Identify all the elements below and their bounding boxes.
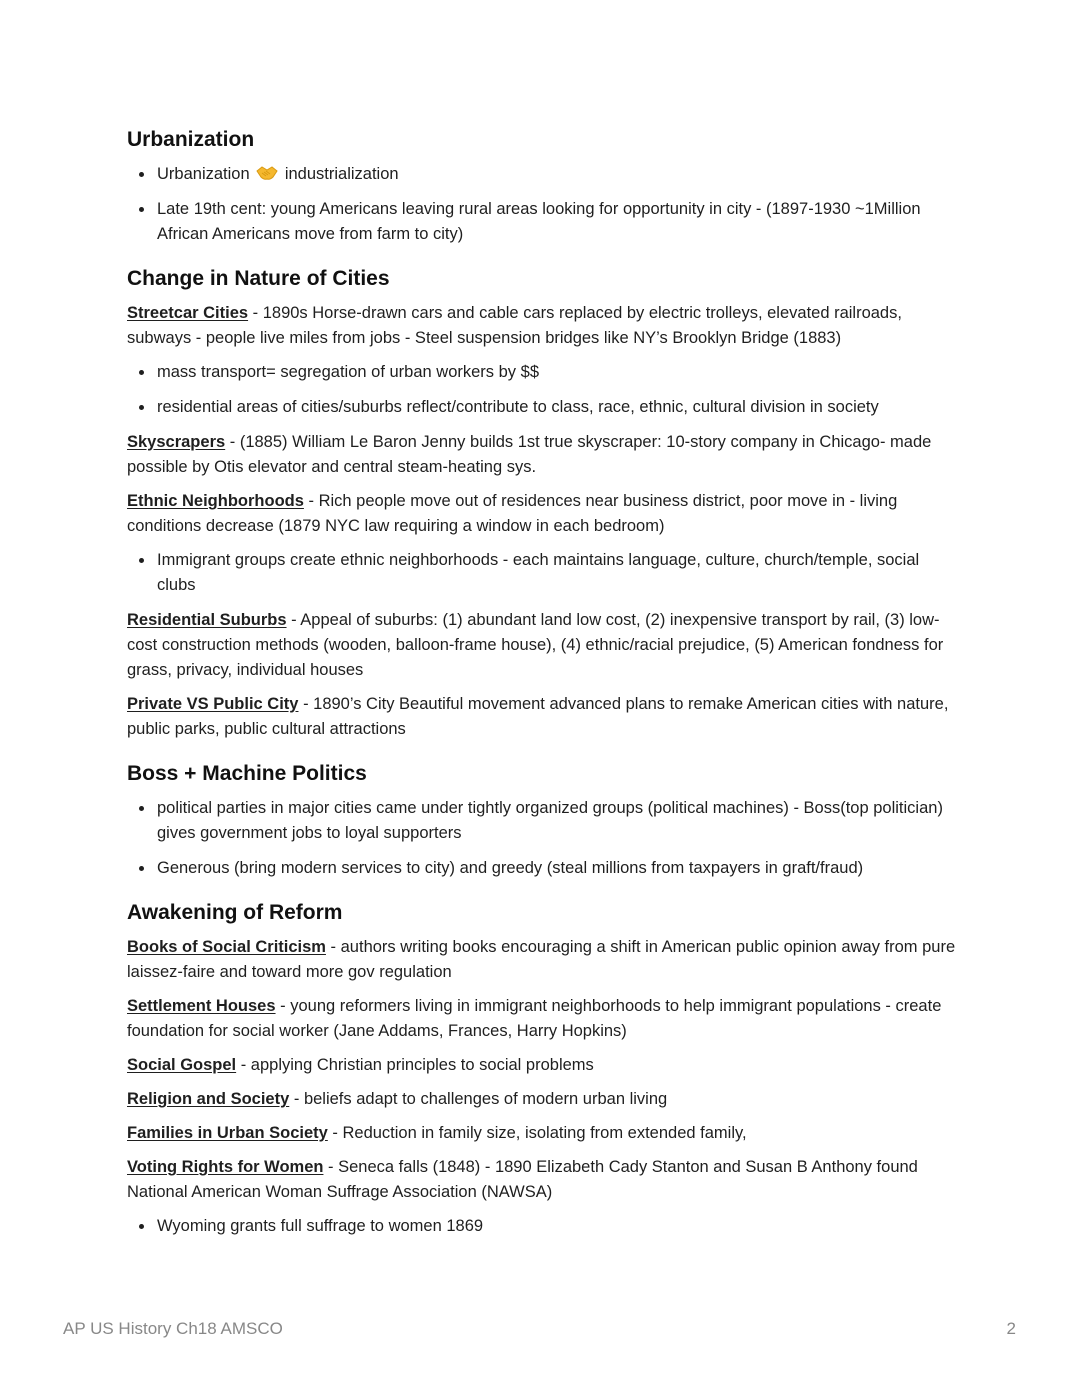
term-religion-and-society: Religion and Society (127, 1090, 290, 1108)
urbanization-list (127, 162, 957, 247)
term-ethnic-neighborhoods: Ethnic Neighborhoods (127, 492, 304, 510)
term-voting-rights-for-women: Voting Rights for Women (127, 1158, 324, 1176)
list-item: mass transport= segregation of urban workers by $$ (157, 360, 957, 385)
footer-title: AP US History Ch18 AMSCO (63, 1319, 283, 1338)
paragraph-residential-suburbs: Residential Suburbs - Appeal of suburbs: (1) abundant land low cost, (2) inexpensive transport by rail, (3) low-cost construction methods (wooden, balloon-frame house), (4) ethnic/racial prejudice, (5) American fondness for grass, privacy, individual houses (127, 611, 944, 679)
term-residential-suburbs: Residential Suburbs (127, 611, 287, 629)
list-item: Late 19th cent: young Americans leaving rural areas looking for opportunity in city - (1897-1930 ~1Million African Americans move from farm to city) (157, 197, 957, 247)
paragraph-ethnic-neighborhoods: Ethnic Neighborhoods - Rich people move out of residences near business district, poor move in - living conditions decrease (1879 NYC law requiring a window in each bedroom) (127, 492, 898, 535)
term-social-gospel: Social Gospel (127, 1056, 237, 1074)
term-books-of-social-criticism: Books of Social Criticism (127, 938, 326, 956)
term-skyscrapers: Skyscrapers (127, 433, 226, 451)
term-private-vs-public-city: Private VS Public City (127, 695, 299, 713)
list-item: political parties in major cities came under tightly organized groups (political machines) - Boss(top politician) gives government jobs to loyal supporters (157, 796, 957, 846)
paragraph-religion-and-society: Religion and Society - beliefs adapt to challenges of modern urban living (127, 1090, 668, 1108)
paragraph-social-gospel: Social Gospel - applying Christian principles to social problems (127, 1056, 594, 1074)
paragraph-families-in-urban-society: Families in Urban Society - Reduction in family size, isolating from extended family, (127, 1124, 747, 1142)
list-item: Urbanization industrialization (157, 162, 957, 187)
heading-change-in-nature-of-cities: Change in Nature of Cities (127, 267, 390, 290)
handshake-icon (256, 165, 278, 181)
paragraph-voting-rights-for-women: Voting Rights for Women - Seneca falls (1848) - 1890 Elizabeth Cady Stanton and Susan B Anthony found National American Woman Suffrage Association (NAWSA) (127, 1158, 918, 1201)
term-families-in-urban-society: Families in Urban Society (127, 1124, 328, 1142)
list-item: residential areas of cities/suburbs reflect/contribute to class, race, ethnic, cultural division in society (157, 395, 957, 420)
boss-list (127, 796, 957, 881)
voting-list (127, 1214, 957, 1239)
list-item: Wyoming grants full suffrage to women 1869 (157, 1214, 957, 1239)
term-settlement-houses: Settlement Houses (127, 997, 276, 1015)
paragraph-streetcar-cities: Streetcar Cities - 1890s Horse-drawn cars and cable cars replaced by electric trolleys, elevated railroads, subways - people live miles from jobs - Steel suspension bridges like NY’s Brooklyn Bridge (1883) (127, 304, 902, 347)
ethnic-list (127, 548, 957, 598)
paragraph-private-vs-public-city: Private VS Public City - 1890’s City Beautiful movement advanced plans to remake American cities with nature, public parks, public cultural attractions (127, 695, 949, 738)
page-number: 2 (1006, 1319, 1016, 1338)
streetcar-list (127, 360, 957, 420)
paragraph-skyscrapers: Skyscrapers - (1885) William Le Baron Jenny builds 1st true skyscraper: 10-story company in Chicago- made possible by Otis elevator and central steam-heating sys. (127, 433, 932, 476)
heading-urbanization: Urbanization (127, 128, 255, 151)
paragraph-settlement-houses: Settlement Houses - young reformers living in immigrant neighborhoods to help immigrant populations - create foundation for social worker (Jane Addams, Frances, Harry Hopkins) (127, 997, 942, 1040)
list-item: Generous (bring modern services to city) and greedy (steal millions from taxpayers in graft/fraud) (157, 856, 957, 881)
heading-boss-machine-politics: Boss + Machine Politics (127, 762, 367, 785)
paragraph-books-of-social-criticism: Books of Social Criticism - authors writing books encouraging a shift in American public opinion away from pure laissez-faire and toward more gov regulation (127, 938, 956, 981)
heading-awakening-of-reform: Awakening of Reform (127, 901, 343, 924)
list-item: Immigrant groups create ethnic neighborhoods - each maintains language, culture, church/temple, social clubs (157, 548, 957, 598)
term-streetcar-cities: Streetcar Cities (127, 304, 249, 322)
document-body (127, 126, 957, 1249)
